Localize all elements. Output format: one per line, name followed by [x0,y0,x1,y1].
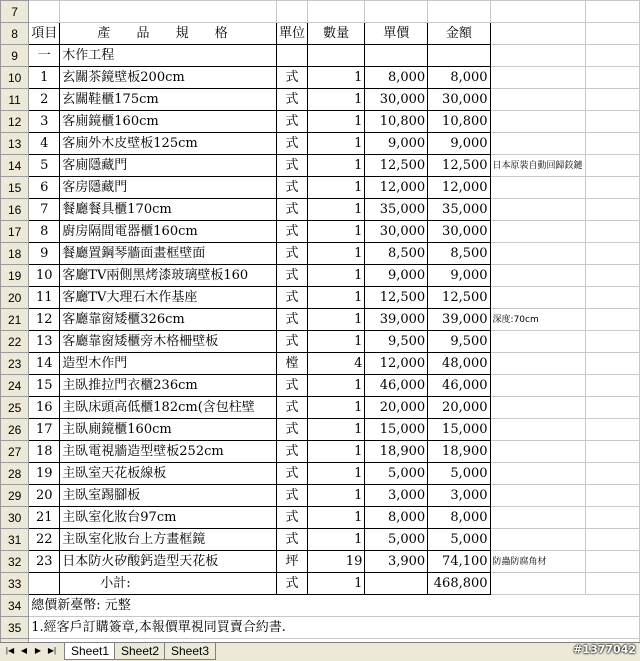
item-number[interactable]: 23 [29,551,60,573]
cell[interactable] [585,419,639,441]
quantity[interactable]: 1 [307,89,364,111]
cell[interactable] [585,45,639,67]
item-number[interactable]: 15 [29,375,60,397]
unit-price[interactable]: 9,000 [365,133,428,155]
unit[interactable]: 式 [276,89,307,111]
row-header[interactable]: 35 [1,617,29,639]
item-row [1,221,640,243]
row-7 [1,1,640,23]
tab-sheet2[interactable]: Sheet2 [114,643,166,660]
item-row [1,177,640,199]
watermark-id: #1377042 [573,643,636,656]
unit-price[interactable]: 9,500 [365,331,428,353]
quantity[interactable]: 1 [307,287,364,309]
item-row [1,133,640,155]
product-name[interactable]: 餐廳餐具櫃170cm [60,199,277,221]
quantity[interactable]: 1 [307,177,364,199]
item-row [1,265,640,287]
amount[interactable]: 5,000 [428,529,490,551]
cell[interactable] [585,441,639,463]
product-name[interactable]: 玄關茶鏡壁板200cm [60,67,277,89]
amount[interactable]: 9,500 [428,331,490,353]
unit-price[interactable]: 5,000 [365,529,428,551]
row-header[interactable]: 30 [1,507,29,529]
item-number[interactable]: 11 [29,287,60,309]
row-header[interactable]: 17 [1,221,29,243]
item-number[interactable]: 22 [29,529,60,551]
cell[interactable] [585,463,639,485]
quantity[interactable]: 1 [307,199,364,221]
unit[interactable]: 式 [276,485,307,507]
cell[interactable] [29,1,60,23]
product-name[interactable]: 客廳靠窗矮櫃旁木格柵壁板 [60,331,277,353]
item-row [1,551,640,573]
cell[interactable] [585,375,639,397]
row-header[interactable]: 21 [1,309,29,331]
unit-price[interactable]: 30,000 [365,89,428,111]
unit[interactable]: 式 [276,419,307,441]
subtotal-row [1,573,640,595]
note[interactable] [490,133,585,155]
row-header[interactable]: 20 [1,287,29,309]
unit-price[interactable]: 8,000 [365,67,428,89]
unit-price[interactable]: 10,800 [365,111,428,133]
item-row [1,463,640,485]
row-header[interactable]: 33 [1,573,29,595]
unit-price[interactable]: 39,000 [365,309,428,331]
product-name[interactable]: 主臥推拉門衣櫃236cm [60,375,277,397]
quantity[interactable]: 1 [307,155,364,177]
note[interactable] [490,507,585,529]
cell[interactable] [585,243,639,265]
item-row [1,507,640,529]
note[interactable] [490,89,585,111]
last-sheet-icon[interactable]: ▶| [47,646,57,655]
subtotal-label[interactable]: 小計: [60,573,277,595]
header-unit-price[interactable]: 單價 [365,23,428,45]
unit[interactable]: 式 [276,177,307,199]
cell[interactable] [365,1,428,23]
amount[interactable]: 8,000 [428,507,490,529]
quantity[interactable]: 1 [307,463,364,485]
product-name[interactable]: 餐廳置鋼琴牆面畫框壁面 [60,243,277,265]
footer-row [1,617,640,639]
item-number[interactable]: 14 [29,353,60,375]
product-name[interactable]: 主臥床頭高低櫃182cm(含包柱壁 [60,397,277,419]
note[interactable] [490,67,585,89]
cell[interactable] [585,265,639,287]
quantity[interactable]: 1 [307,243,364,265]
cell[interactable] [585,309,639,331]
note[interactable] [490,463,585,485]
note[interactable] [490,375,585,397]
amount[interactable]: 46,000 [428,375,490,397]
cell[interactable] [585,397,639,419]
row-header[interactable]: 18 [1,243,29,265]
item-number[interactable]: 10 [29,265,60,287]
note[interactable] [490,287,585,309]
item-row [1,67,640,89]
amount[interactable]: 30,000 [428,221,490,243]
quantity[interactable]: 4 [307,353,364,375]
item-row [1,331,640,353]
cell[interactable] [585,89,639,111]
note[interactable] [490,419,585,441]
product-name[interactable]: 日本防火矽酸鈣造型天花板 [60,551,277,573]
cell[interactable] [585,199,639,221]
row-header[interactable]: 23 [1,353,29,375]
product-name[interactable]: 主臥室化妝台97cm [60,507,277,529]
item-number[interactable]: 17 [29,419,60,441]
unit[interactable]: 式 [276,221,307,243]
row-header[interactable]: 27 [1,441,29,463]
product-name[interactable]: 客廁隱藏門 [60,155,277,177]
cell[interactable] [490,1,585,23]
row-header[interactable]: 24 [1,375,29,397]
amount[interactable]: 8,000 [428,67,490,89]
row-header[interactable]: 22 [1,331,29,353]
quantity[interactable]: 1 [307,507,364,529]
cell[interactable] [585,485,639,507]
item-row [1,375,640,397]
cell[interactable] [276,1,307,23]
cell[interactable] [585,331,639,353]
unit[interactable]: 式 [276,287,307,309]
row-header[interactable]: 34 [1,595,29,617]
product-name[interactable]: 客廳TV大理石木作基座 [60,287,277,309]
amount[interactable]: 48,000 [428,353,490,375]
item-number[interactable]: 9 [29,243,60,265]
unit-price[interactable]: 3,900 [365,551,428,573]
note[interactable]: 防蟲防腐角材 [490,551,585,573]
sheet-tab-bar [0,642,640,661]
unit-price[interactable]: 30,000 [365,221,428,243]
product-name[interactable]: 客廳靠窗矮櫃326cm [60,309,277,331]
section-title[interactable]: 木作工程 [60,45,277,67]
product-name[interactable]: 造型木作門 [60,353,277,375]
item-row [1,287,640,309]
product-name[interactable]: 主臥室天花板線板 [60,463,277,485]
unit-price[interactable]: 35,000 [365,199,428,221]
product-name[interactable]: 客房隱藏門 [60,177,277,199]
row-header[interactable]: 31 [1,529,29,551]
header-quantity[interactable]: 數量 [307,23,364,45]
item-row [1,529,640,551]
cell[interactable] [585,221,639,243]
unit[interactable]: 式 [276,309,307,331]
unit[interactable]: 式 [276,111,307,133]
cell[interactable] [585,133,639,155]
amount[interactable]: 9,000 [428,133,490,155]
amount[interactable]: 5,000 [428,463,490,485]
row-header[interactable]: 29 [1,485,29,507]
row-header[interactable]: 9 [1,45,29,67]
note[interactable] [490,397,585,419]
amount[interactable]: 8,500 [428,243,490,265]
item-row [1,441,640,463]
header-product-spec[interactable]: 產 品 規 格 [60,23,277,45]
note[interactable] [490,111,585,133]
cell[interactable] [490,573,585,595]
total-in-words[interactable]: 總價新臺幣: 元整 [29,595,640,617]
quantity[interactable]: 1 [307,67,364,89]
quantity[interactable]: 19 [307,551,364,573]
amount[interactable]: 12,500 [428,287,490,309]
unit[interactable]: 式 [276,133,307,155]
item-number[interactable]: 1 [29,67,60,89]
unit-price[interactable]: 8,000 [365,507,428,529]
amount[interactable]: 18,900 [428,441,490,463]
product-name[interactable]: 主臥廁鏡櫃160cm [60,419,277,441]
unit-price[interactable]: 46,000 [365,375,428,397]
cell[interactable] [585,287,639,309]
item-number[interactable]: 13 [29,331,60,353]
item-row [1,353,640,375]
unit[interactable]: 式 [276,155,307,177]
tab-sheet1[interactable]: Sheet1 [64,643,116,660]
quantity[interactable]: 1 [307,133,364,155]
note[interactable] [490,529,585,551]
item-number[interactable]: 5 [29,155,60,177]
row-header[interactable]: 7 [1,1,29,23]
note[interactable] [490,265,585,287]
product-name[interactable]: 主臥電視牆造型壁板252cm [60,441,277,463]
row-header[interactable]: 28 [1,463,29,485]
note[interactable] [490,221,585,243]
quantity[interactable]: 1 [307,397,364,419]
row-header[interactable]: 25 [1,397,29,419]
subtotal-unit[interactable]: 式 [276,573,307,595]
product-name[interactable]: 玄關鞋櫃175cm [60,89,277,111]
terms-line-1[interactable]: 1.經客戶訂購簽章,本報價單視同買賣合約書. [29,617,640,639]
footer-row [1,595,640,617]
amount[interactable]: 30,000 [428,89,490,111]
unit-price[interactable]: 20,000 [365,397,428,419]
cell[interactable] [585,353,639,375]
unit-price[interactable]: 18,900 [365,441,428,463]
amount[interactable]: 15,000 [428,419,490,441]
quantity[interactable]: 1 [307,419,364,441]
row-header[interactable]: 13 [1,133,29,155]
item-row [1,397,640,419]
cell[interactable] [490,45,585,67]
item-row [1,309,640,331]
cell[interactable] [428,45,490,67]
unit[interactable]: 式 [276,331,307,353]
next-sheet-icon[interactable]: ▶ [34,646,42,655]
header-item-no[interactable]: 項目 [29,23,60,45]
row-header[interactable]: 19 [1,265,29,287]
note[interactable] [490,199,585,221]
header-unit[interactable]: 單位 [276,23,307,45]
item-row [1,111,640,133]
item-number[interactable]: 12 [29,309,60,331]
note[interactable] [490,177,585,199]
note[interactable]: 日本原裝自動回歸鉸鏈 [490,155,585,177]
prev-sheet-icon[interactable]: ◀ [20,646,28,655]
quantity[interactable]: 1 [307,485,364,507]
unit-price[interactable]: 15,000 [365,419,428,441]
row-header[interactable]: 12 [1,111,29,133]
first-sheet-icon[interactable]: |◀ [5,646,15,655]
cell[interactable] [307,45,364,67]
unit-price[interactable]: 3,000 [365,485,428,507]
quantity[interactable]: 1 [307,111,364,133]
cell[interactable] [585,23,639,45]
item-number[interactable]: 19 [29,463,60,485]
amount[interactable]: 9,000 [428,265,490,287]
amount[interactable]: 10,800 [428,111,490,133]
unit-price[interactable]: 12,500 [365,287,428,309]
unit[interactable]: 式 [276,463,307,485]
product-name[interactable]: 客廁鏡櫃160cm [60,111,277,133]
product-name[interactable]: 主臥室踢腳板 [60,485,277,507]
unit[interactable]: 式 [276,243,307,265]
cell[interactable] [585,551,639,573]
row-header[interactable]: 8 [1,23,29,45]
cell[interactable] [585,1,639,23]
quantity[interactable]: 1 [307,441,364,463]
unit[interactable]: 式 [276,507,307,529]
subtotal-qty[interactable]: 1 [307,573,364,595]
item-row [1,485,640,507]
note[interactable] [490,441,585,463]
row-header[interactable]: 26 [1,419,29,441]
product-name[interactable]: 主臥室化妝台上方畫框鏡 [60,529,277,551]
amount[interactable]: 12,500 [428,155,490,177]
unit[interactable]: 式 [276,375,307,397]
quantity[interactable]: 1 [307,529,364,551]
cell[interactable] [307,1,364,23]
note[interactable] [490,485,585,507]
note[interactable] [490,243,585,265]
row-header[interactable]: 32 [1,551,29,573]
unit-price[interactable]: 5,000 [365,463,428,485]
cell[interactable] [585,155,639,177]
subtotal-amount[interactable]: 468,800 [428,573,490,595]
unit-price[interactable]: 8,500 [365,243,428,265]
cell[interactable] [365,45,428,67]
item-number[interactable]: 16 [29,397,60,419]
cell[interactable] [60,1,277,23]
product-name[interactable]: 客廳TV兩側黑烤漆玻璃壁板160 [60,265,277,287]
cell[interactable] [585,177,639,199]
item-row [1,199,640,221]
item-row [1,155,640,177]
item-number[interactable]: 20 [29,485,60,507]
item-number[interactable]: 2 [29,89,60,111]
header-row [1,23,640,45]
note[interactable]: 深度:70cm [490,309,585,331]
unit[interactable]: 坪 [276,551,307,573]
unit-price[interactable]: 12,000 [365,353,428,375]
item-row [1,243,640,265]
row-header[interactable]: 11 [1,89,29,111]
row-header[interactable]: 16 [1,199,29,221]
item-number[interactable]: 21 [29,507,60,529]
section-row [1,45,640,67]
tab-sheet3[interactable]: Sheet3 [164,643,216,660]
header-amount[interactable]: 金額 [428,23,490,45]
item-row [1,419,640,441]
quantity[interactable]: 1 [307,221,364,243]
amount[interactable]: 39,000 [428,309,490,331]
item-number[interactable]: 4 [29,133,60,155]
quantity[interactable]: 1 [307,375,364,397]
product-name[interactable]: 客廁外木皮壁板125cm [60,133,277,155]
row-header[interactable]: 14 [1,155,29,177]
note[interactable] [490,353,585,375]
unit-price[interactable]: 12,500 [365,155,428,177]
cell[interactable] [276,45,307,67]
cell[interactable] [585,573,639,595]
section-number[interactable]: 一 [29,45,60,67]
cell[interactable] [29,573,60,595]
cell[interactable] [585,67,639,89]
quantity[interactable]: 1 [307,309,364,331]
amount[interactable]: 74,100 [428,551,490,573]
amount[interactable]: 3,000 [428,485,490,507]
quantity[interactable]: 1 [307,331,364,353]
unit[interactable]: 式 [276,441,307,463]
unit[interactable]: 式 [276,397,307,419]
unit[interactable]: 式 [276,199,307,221]
row-header[interactable]: 10 [1,67,29,89]
unit[interactable]: 樘 [276,353,307,375]
unit-price[interactable]: 12,000 [365,177,428,199]
quantity[interactable]: 1 [307,265,364,287]
cell[interactable] [585,507,639,529]
item-number[interactable]: 6 [29,177,60,199]
cell[interactable] [585,529,639,551]
row-header[interactable]: 15 [1,177,29,199]
note[interactable] [490,331,585,353]
unit[interactable]: 式 [276,529,307,551]
unit-price[interactable]: 9,000 [365,265,428,287]
item-row [1,89,640,111]
cell[interactable] [585,111,639,133]
item-number[interactable]: 3 [29,111,60,133]
item-number[interactable]: 8 [29,221,60,243]
amount[interactable]: 12,000 [428,177,490,199]
amount[interactable]: 20,000 [428,397,490,419]
unit[interactable]: 式 [276,265,307,287]
unit[interactable]: 式 [276,67,307,89]
cell[interactable] [428,1,490,23]
amount[interactable]: 35,000 [428,199,490,221]
cell[interactable] [490,23,585,45]
cell[interactable] [365,573,428,595]
product-name[interactable]: 廚房隔間電器櫃160cm [60,221,277,243]
item-number[interactable]: 18 [29,441,60,463]
item-number[interactable]: 7 [29,199,60,221]
